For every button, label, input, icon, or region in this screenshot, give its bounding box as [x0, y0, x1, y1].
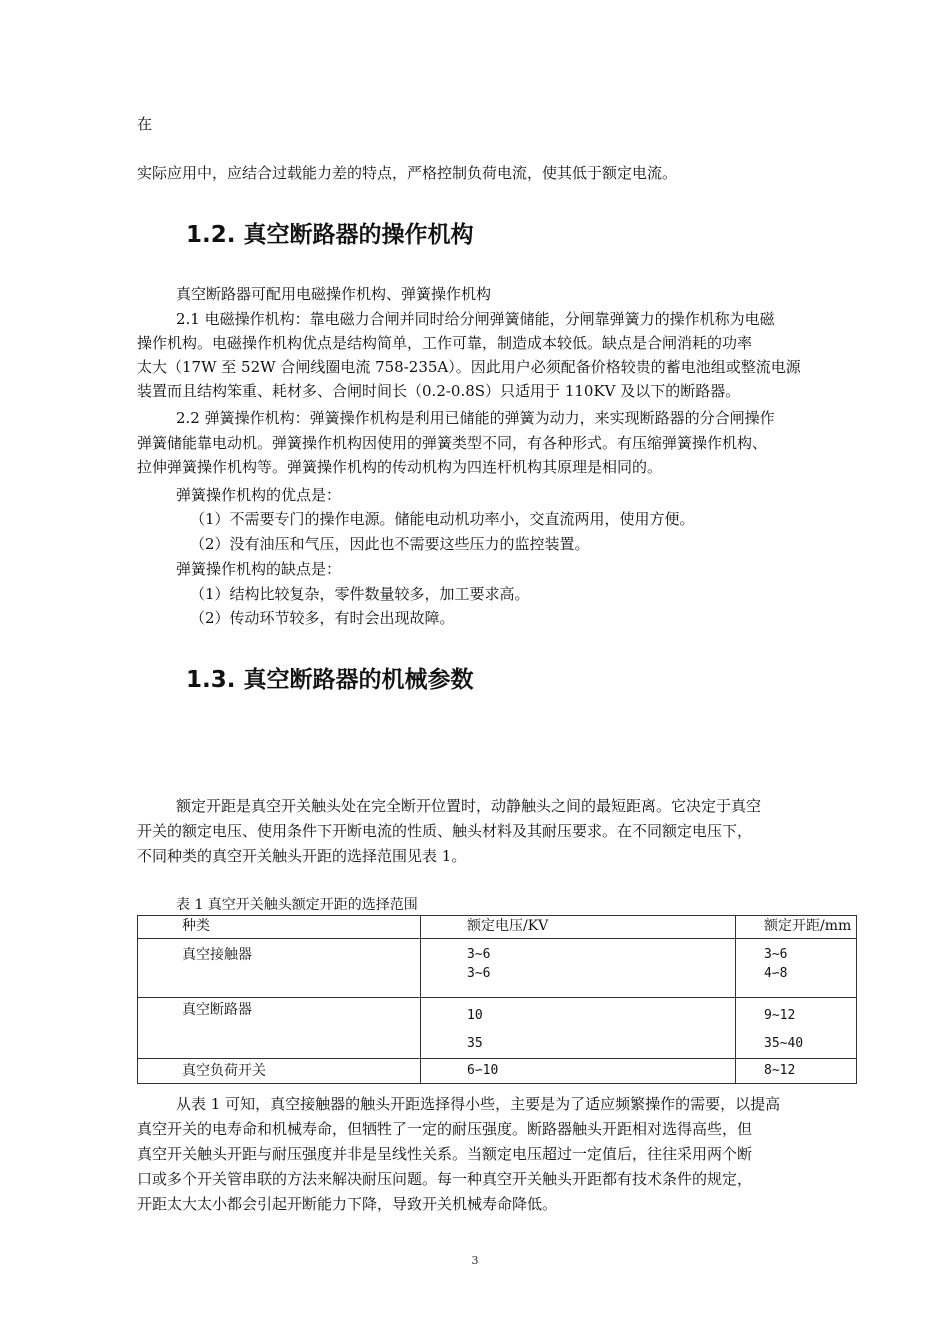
table-header-cell: 额定电压/KV: [421, 916, 736, 939]
paragraph-line: 2.1 电磁操作机构：靠电磁力合闸并同时给分闸弹簧储能，分闸靠弹簧力的操作机称为电磁: [176, 310, 775, 328]
paragraph-line: 弹簧储能靠电动机。弹簧操作机构因使用的弹簧类型不同，有各种形式。有压缩弹簧操作机构、: [137, 434, 768, 452]
table-cell-type: 真空接触器: [138, 939, 421, 998]
table-cell-voltage: [421, 939, 736, 998]
table-cell-gap: [736, 998, 857, 1059]
table-cell-type: 真空负荷开关: [138, 1059, 421, 1084]
gap-value: 8~12: [764, 1063, 796, 1078]
table-row: [138, 1059, 857, 1084]
voltage-value: 6∽10: [467, 1063, 499, 1078]
table-header-cell: 额定开距/mm: [736, 916, 857, 939]
paragraph-line: 操作机构。电磁操作机构优点是结构简单，工作可靠，制造成本较低。缺点是合闸消耗的功率: [137, 334, 753, 352]
paragraph-line: 2.2 弹簧操作机构：弹簧操作机构是利用已储能的弹簧为动力，来实现断路器的分合闸操作: [176, 409, 775, 427]
list-item: （2）传动环节较多，有时会出现故障。: [190, 609, 455, 627]
paragraph-line: 开关的额定电压、使用条件下开断电流的性质、触头材料及其耐压要求。在不同额定电压下，: [137, 822, 753, 840]
page-number: 3: [471, 1254, 479, 1267]
paragraph-line: 开距太大太小都会引起开断能力下降，导致开关机械寿命降低。: [137, 1195, 558, 1213]
gap-value: 35~40: [764, 1036, 804, 1051]
section-heading-1-2: 1.2. 真空断路器的操作机构: [186, 222, 474, 248]
gap-value: 4∽8: [764, 966, 788, 981]
table-cell-gap: [736, 1059, 857, 1084]
table-header-row: [138, 916, 857, 939]
list-item: （2）没有油压和气压，因此也不需要这些压力的监控装置。: [190, 535, 590, 553]
table-cell-voltage: [421, 1059, 736, 1084]
paragraph-line: 真空开关的电寿命和机械寿命，但牺牲了一定的耐压强度。断路器触头开距相对选得高些，但: [137, 1120, 753, 1138]
paragraph-line: 从表 1 可知，真空接触器的触头开距选择得小些，主要是为了适应频繁操作的需要，以提高: [176, 1095, 781, 1113]
gap-table: [137, 915, 857, 1084]
paragraph-line: 太大（17W 至 52W 合闸线圈电流 758-235A）。因此用户必须配备价格较贵的蓄电池组或整流电源: [137, 358, 801, 376]
paragraph-line: 不同种类的真空开关触头开距的选择范围见表 1。: [137, 847, 467, 865]
table-caption: 表 1 真空开关触头额定开距的选择范围: [176, 897, 418, 913]
paragraph-line: 口或多个开关管串联的方法来解决耐压问题。每一种真空开关触头开距都有技术条件的规定，: [137, 1170, 753, 1188]
list-item: （1）结构比较复杂，零件数量较多，加工要求高。: [190, 585, 530, 603]
gap-value: 9~12: [764, 1008, 796, 1023]
table-cell-voltage: [421, 998, 736, 1059]
paragraph-line: 拉伸弹簧操作机构等。弹簧操作机构的传动机构为四连杆机构其原理是相同的。: [137, 458, 663, 476]
voltage-value: 3~6: [467, 966, 491, 981]
table-cell-gap: [736, 939, 857, 998]
paragraph-line: 装置而且结构笨重、耗材多、合闸时间长（0.2-0.8S）只适用于 110KV 及以下的断路器。: [137, 382, 741, 400]
table-row: [138, 939, 857, 998]
voltage-value: 35: [467, 1036, 483, 1051]
paragraph-line: 真空开关触头开距与耐压强度并非是呈线性关系。当额定电压超过一定值后，往往采用两个断: [137, 1145, 753, 1163]
gap-value: 3~6: [764, 947, 788, 962]
table-row: [138, 998, 857, 1059]
list-item: （1）不需要专门的操作电源。储能电动机功率小，交直流两用，使用方便。: [190, 510, 695, 528]
section-heading-1-3: 1.3. 真空断路器的机械参数: [186, 667, 474, 693]
disadvantages-title: 弹簧操作机构的缺点是：: [176, 560, 342, 578]
paragraph: 真空断路器可配用电磁操作机构、弹簧操作机构: [176, 285, 492, 303]
top-fragment: 在: [137, 115, 153, 133]
table-cell-type: 真空断路器: [138, 998, 421, 1059]
paragraph-line: 额定开距是真空开关触头处在完全断开位置时，动静触头之间的最短距离。它决定于真空: [176, 797, 762, 815]
voltage-value: 10: [467, 1008, 483, 1023]
advantages-title: 弹簧操作机构的优点是：: [176, 486, 342, 504]
voltage-value: 3~6: [467, 947, 491, 962]
intro-line: 实际应用中，应结合过载能力差的特点，严格控制负荷电流，使其低于额定电流。: [137, 164, 678, 182]
table-header-cell: 种类: [138, 916, 421, 939]
